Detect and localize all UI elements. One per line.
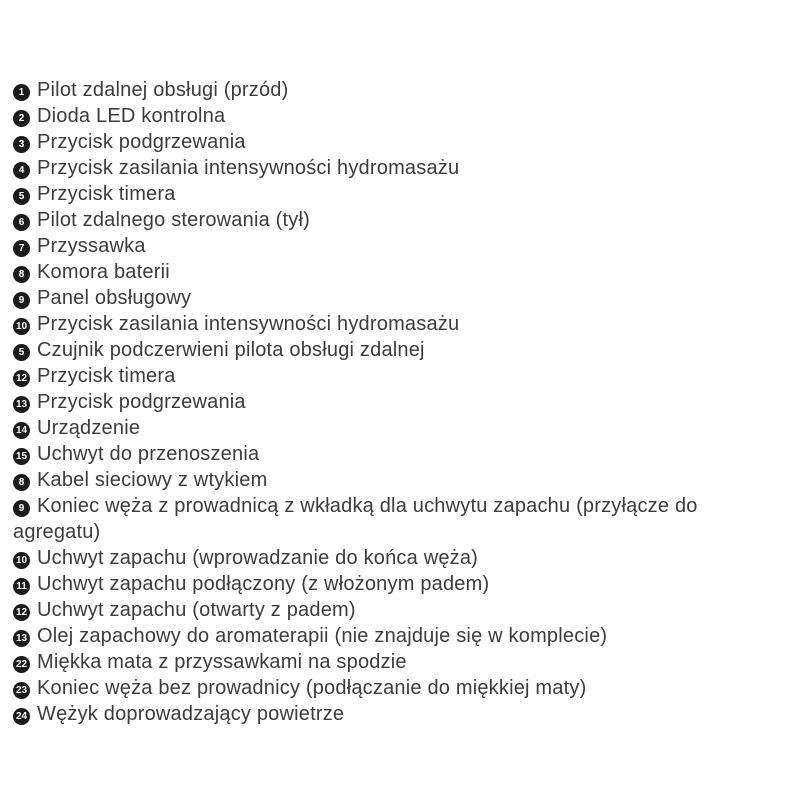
- item-label: Uchwyt zapachu (wprowadzanie do końca węża): [37, 547, 479, 569]
- item-number-badge: 13: [13, 630, 30, 647]
- item-label: Przycisk zasilania intensywności hydromasażu: [37, 313, 460, 335]
- list-item: [13, 675, 778, 701]
- item-number-badge: 7: [13, 240, 30, 257]
- list-item: [13, 493, 778, 545]
- item-label: Przycisk timera: [37, 365, 176, 387]
- list-item: [13, 129, 778, 155]
- item-label: Kabel sieciowy z wtykiem: [37, 469, 268, 491]
- item-label: Wężyk doprowadzający powietrze: [37, 703, 345, 725]
- item-number-badge: 11: [13, 578, 30, 595]
- list-item: [13, 207, 778, 233]
- item-label: Urządzenie: [37, 417, 141, 439]
- parts-list: [13, 77, 778, 727]
- item-label: Przyssawka: [37, 235, 146, 257]
- list-item: [13, 701, 778, 727]
- list-item: [13, 337, 778, 363]
- list-item: [13, 415, 778, 441]
- item-label: Przycisk podgrzewania: [37, 131, 246, 153]
- list-item: [13, 285, 778, 311]
- item-number-badge: 23: [13, 682, 30, 699]
- item-number-badge: 5: [13, 344, 30, 361]
- item-number-badge: 22: [13, 656, 30, 673]
- item-number-badge: 8: [13, 266, 30, 283]
- item-number-badge: 12: [13, 370, 30, 387]
- list-item: [13, 363, 778, 389]
- item-number-badge: 9: [13, 500, 30, 517]
- list-item: [13, 467, 778, 493]
- item-number-badge: 15: [13, 448, 30, 465]
- list-item: [13, 181, 778, 207]
- item-label: Olej zapachowy do aromaterapii (nie znajduje się w komplecie): [37, 625, 608, 647]
- list-item: [13, 233, 778, 259]
- item-label: Pilot zdalnej obsługi (przód): [37, 79, 289, 101]
- list-item: [13, 623, 778, 649]
- list-item: [13, 259, 778, 285]
- item-label: Koniec węża z prowadnicą z wkładką dla uchwytu zapachu (przyłącze do agregatu): [13, 495, 698, 543]
- item-number-badge: 8: [13, 474, 30, 491]
- item-number-badge: 14: [13, 422, 30, 439]
- item-number-badge: 5: [13, 188, 30, 205]
- item-label: Pilot zdalnego sterowania (tył): [37, 209, 310, 231]
- item-label: Przycisk timera: [37, 183, 176, 205]
- list-item: [13, 545, 778, 571]
- item-label: Koniec węża bez prowadnicy (podłączanie do miękkiej maty): [37, 677, 587, 699]
- list-item: [13, 155, 778, 181]
- item-label: Uchwyt do przenoszenia: [37, 443, 260, 465]
- item-number-badge: 12: [13, 604, 30, 621]
- item-number-badge: 13: [13, 396, 30, 413]
- list-item: [13, 77, 778, 103]
- item-label: Uchwyt zapachu podłączony (z włożonym padem): [37, 573, 490, 595]
- item-number-badge: 6: [13, 214, 30, 231]
- item-label: Uchwyt zapachu (otwarty z padem): [37, 599, 356, 621]
- item-number-badge: 24: [13, 708, 30, 725]
- list-item: [13, 311, 778, 337]
- item-number-badge: 1: [13, 84, 30, 101]
- list-item: [13, 103, 778, 129]
- item-number-badge: 9: [13, 292, 30, 309]
- item-label: Przycisk zasilania intensywności hydromasażu: [37, 157, 460, 179]
- item-label: Czujnik podczerwieni pilota obsługi zdalnej: [37, 339, 425, 361]
- item-number-badge: 2: [13, 110, 30, 127]
- list-item: [13, 389, 778, 415]
- list-item: [13, 571, 778, 597]
- item-number-badge: 10: [13, 318, 30, 335]
- list-item: [13, 649, 778, 675]
- item-label: Dioda LED kontrolna: [37, 105, 226, 127]
- item-label: Komora baterii: [37, 261, 170, 283]
- item-label: Panel obsługowy: [37, 287, 192, 309]
- list-item: [13, 597, 778, 623]
- item-number-badge: 10: [13, 552, 30, 569]
- item-label: Przycisk podgrzewania: [37, 391, 246, 413]
- item-number-badge: 4: [13, 162, 30, 179]
- item-label: Miękka mata z przyssawkami na spodzie: [37, 651, 407, 673]
- list-item: [13, 441, 778, 467]
- item-number-badge: 3: [13, 136, 30, 153]
